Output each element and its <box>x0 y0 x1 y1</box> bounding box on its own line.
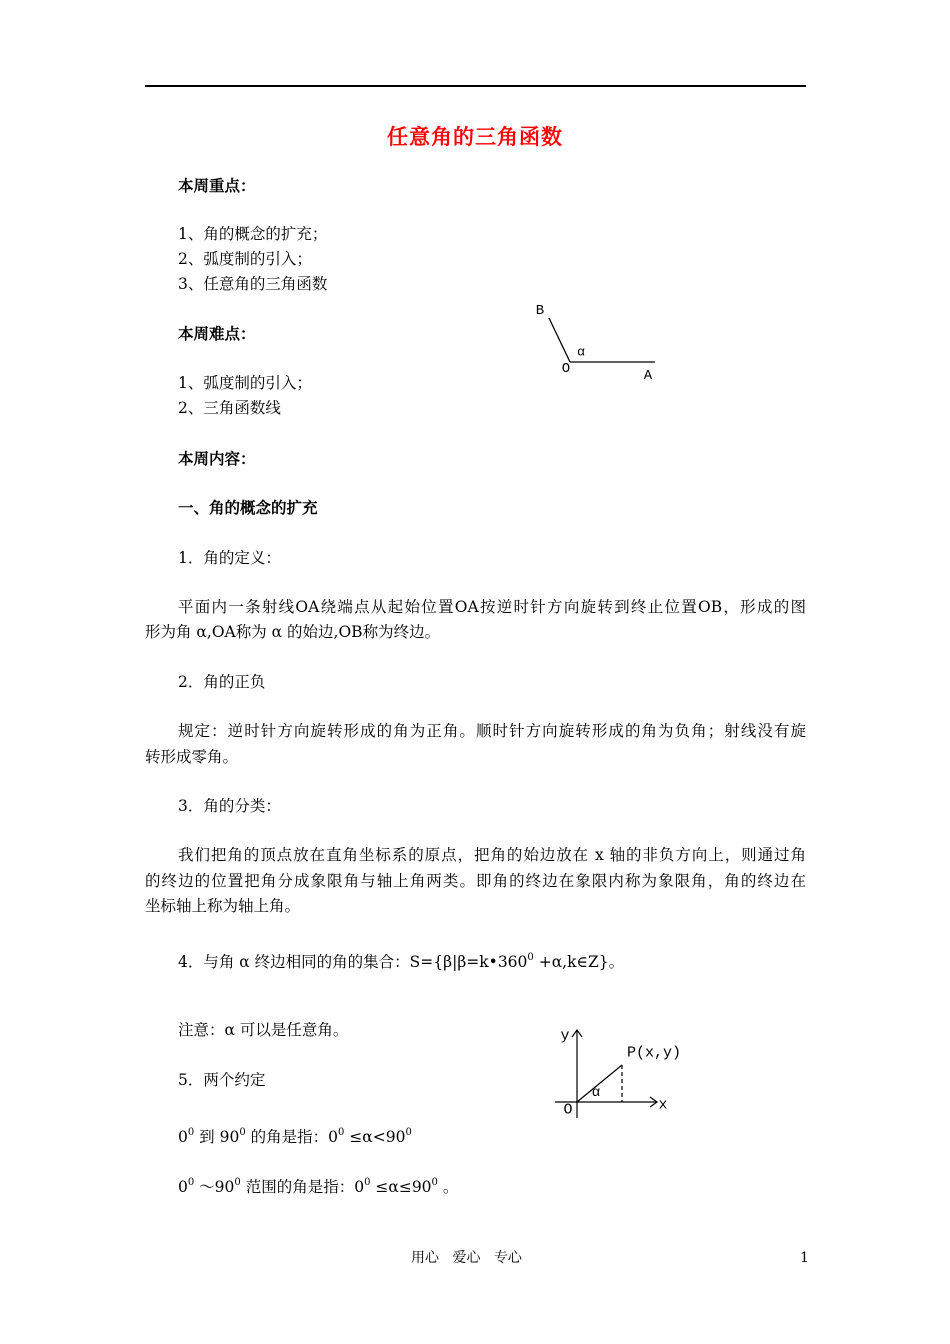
difficulty-item: 1、弧度制的引入； <box>178 374 312 392</box>
degree-mark: 0 <box>431 1177 438 1188</box>
convention-text: 的角是指：0 <box>245 1128 338 1146</box>
convention-text: ≤α<90 <box>344 1128 406 1146</box>
difficulty-item: 2、三角函数线 <box>178 399 281 417</box>
definition-line: 形为角 α,OA称为 α 的始边,OB称为终边。 <box>145 623 441 641</box>
angle-figure <box>525 295 670 390</box>
difficulties-heading: 本周难点： <box>178 324 256 343</box>
label-b: B <box>535 303 545 319</box>
coterminal-text: +α,k∈Z}。 <box>533 953 625 971</box>
convention-text: 到 90 <box>194 1128 240 1146</box>
classification-heading: 3．角的分类： <box>178 797 281 815</box>
page-number: 1 <box>800 1250 809 1266</box>
definition-heading: 1．角的定义： <box>178 549 281 567</box>
degree-mark: 0 <box>187 1127 195 1138</box>
coordinate-figure <box>548 1020 698 1125</box>
conventions-heading: 5．两个约定 <box>178 1071 266 1089</box>
degree-mark: 0 <box>187 1177 195 1188</box>
label-point-p: P(x,y) <box>627 1044 682 1062</box>
footer-motto: 用心 爱心 专心 <box>411 1250 522 1266</box>
header-rule <box>145 85 806 87</box>
classification-line: 的终边的位置把角分成象限角与轴上角两类。即角的终边在象限内称为象限角，角的终边在 <box>145 872 806 890</box>
label-o: O <box>561 361 571 377</box>
label-alpha: α <box>591 1085 601 1101</box>
page-title: 任意角的三角函数 <box>387 124 563 149</box>
key-point-item: 3、任意角的三角函数 <box>178 275 328 293</box>
convention-line <box>178 1177 458 1197</box>
key-points-heading: 本周重点： <box>178 176 256 195</box>
degree-mark: 0 <box>364 1177 371 1188</box>
note-line: 注意：α 可以是任意角。 <box>178 1021 349 1039</box>
section-heading: 一、角的概念的扩充 <box>178 498 318 517</box>
convention-text: ≤α≤90 <box>370 1178 432 1196</box>
key-point-item: 2、弧度制的引入； <box>178 250 312 268</box>
sign-heading: 2．角的正负 <box>178 673 266 691</box>
definition-line: 平面内一条射线OA绕端点从起始位置OA按逆时针方向旋转到终止位置OB，形成的图 <box>178 598 806 616</box>
convention-text: ～90 <box>194 1178 235 1196</box>
classification-line: 我们把角的顶点放在直角坐标系的原点，把角的始边放在 x 轴的非负方向上，则通过角 <box>178 846 806 864</box>
sign-line: 规定：逆时针方向旋转形成的角为正角。顺时针方向旋转形成的角为负角；射线没有旋 <box>178 722 806 740</box>
convention-text: 范围的角是指：0 <box>240 1178 365 1196</box>
label-y: y <box>560 1027 570 1045</box>
convention-text: 0 <box>178 1128 188 1146</box>
convention-line <box>178 1127 412 1147</box>
label-alpha: α <box>577 344 585 360</box>
content-heading: 本周内容： <box>178 449 256 468</box>
sign-line: 转形成零角。 <box>145 748 239 766</box>
label-origin: O <box>563 1101 573 1119</box>
convention-text: 0 <box>178 1178 188 1196</box>
classification-line: 坐标轴上称为轴上角。 <box>145 897 301 915</box>
label-a: A <box>643 368 653 384</box>
label-x: x <box>658 1096 668 1114</box>
convention-text: 。 <box>437 1178 459 1196</box>
coterminal-set-line <box>178 952 624 972</box>
coterminal-text: 4．与角 α 终边相同的角的集合：S={β|β=k•360 <box>178 953 528 971</box>
degree-mark: 0 <box>239 1127 246 1138</box>
key-point-item: 1、角的概念的扩充； <box>178 225 328 243</box>
degree-mark: 0 <box>338 1127 345 1138</box>
degree-mark: 0 <box>405 1127 412 1138</box>
degree-mark: 0 <box>234 1177 241 1188</box>
degree-mark: 0 <box>527 952 534 963</box>
terminal-side-ob <box>549 318 570 362</box>
